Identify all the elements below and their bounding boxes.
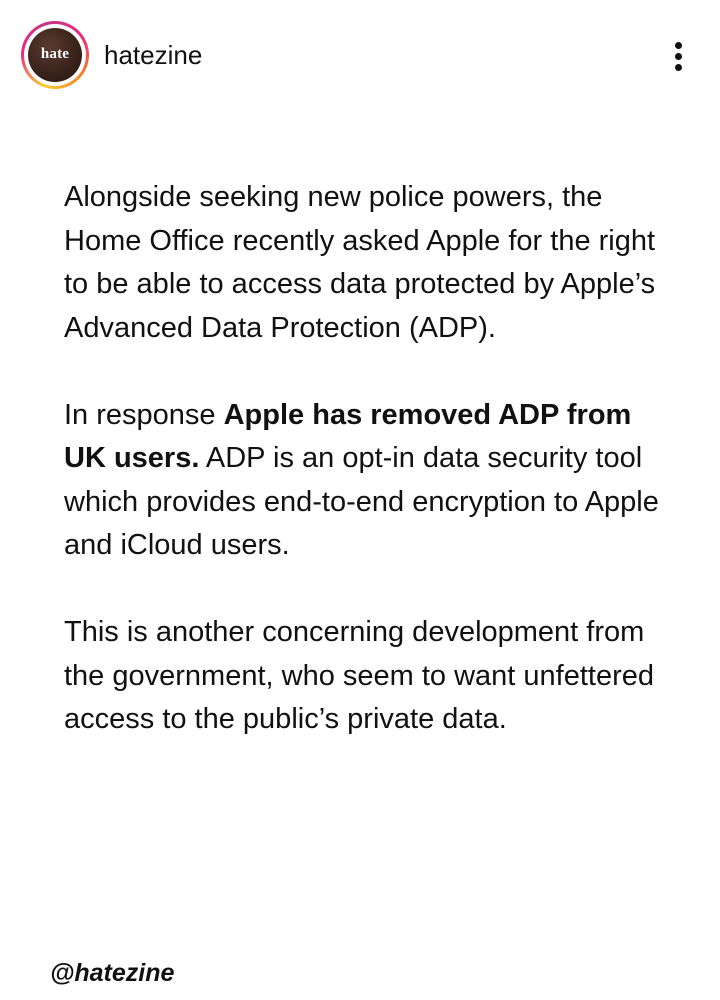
paragraph-2-lead: In response [64,398,224,431]
post-header [0,0,720,112]
post-paragraph-1: Alongside seeking new police powers, the Home Office recently asked Apple for the right to be able to access data protected by Apple’s Advanced Data Protection (ADP). [64,181,656,344]
post-body [64,176,664,785]
footer-handle: @hatezine [50,959,175,987]
username-link[interactable]: hatezine [104,40,203,70]
post-paragraph-2 [64,394,664,568]
paragraph-2-emphasis: Apple has removed ADP from UK users. [64,398,632,474]
avatar-story-ring[interactable] [21,21,89,89]
avatar[interactable] [28,28,82,82]
more-options-button[interactable] [664,36,694,76]
more-vertical-icon-dot-2 [675,53,682,60]
more-vertical-icon-dot-3 [675,64,682,71]
paragraph-2-rest: ADP is an opt-in data security tool which provides end-to-end encryption to Apple and iCloud users. [64,442,659,561]
avatar-logo-text: hate [40,46,70,62]
more-vertical-icon [675,42,682,49]
avatar-ring-gap [24,24,86,86]
post-paragraph-3: This is another concerning development from the government, who seem to want unfettered access to the public’s private data. [64,616,655,735]
